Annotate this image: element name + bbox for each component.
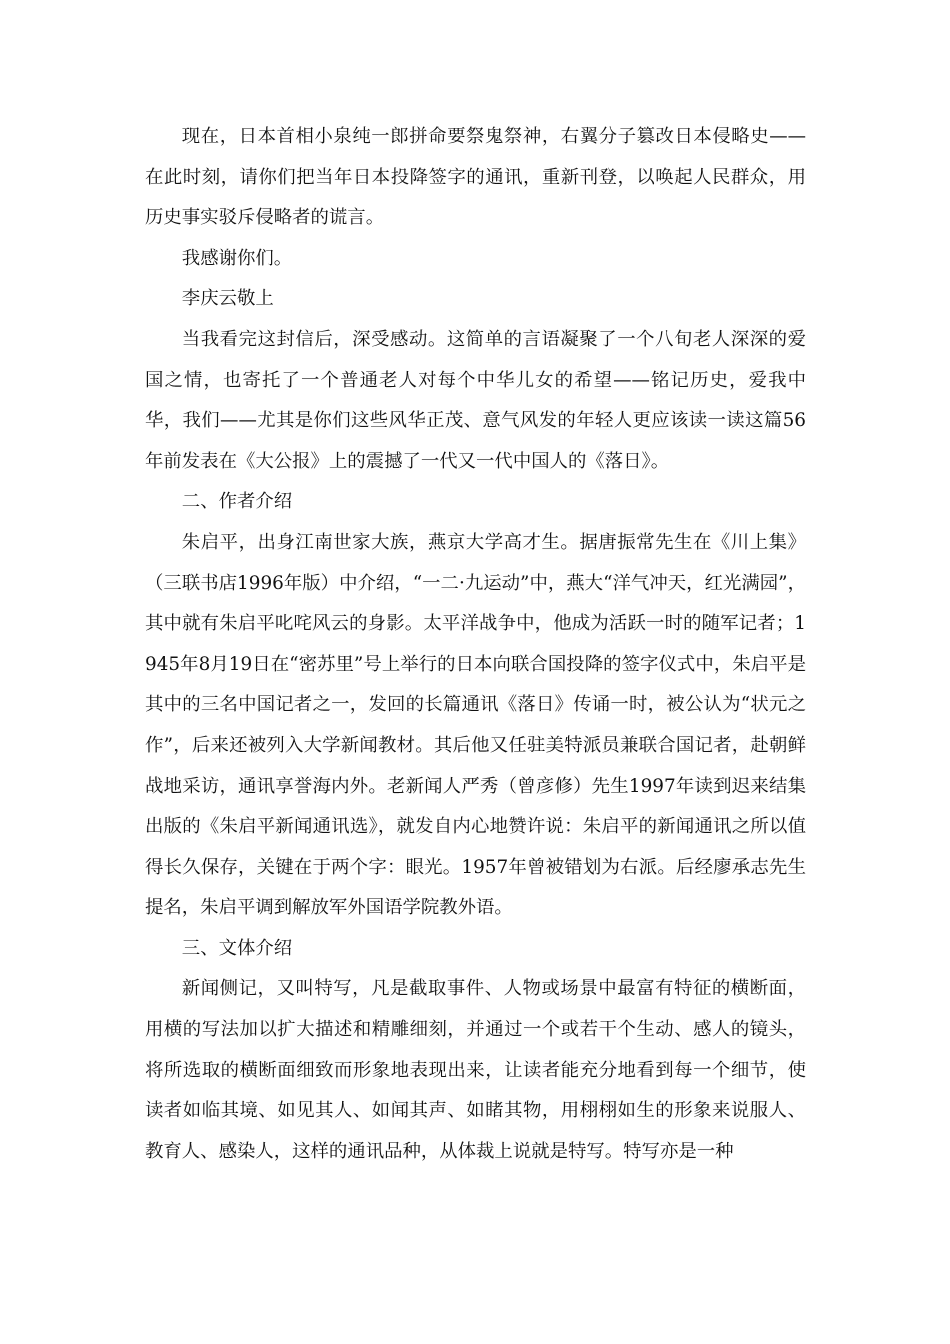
paragraph-author-intro: 朱启平，出身江南世家大族，燕京大学高才生。据唐振常先生在《川上集》（三联书店1996年版）中介绍，“一二·九运动”中，燕大“洋气冲天，红光满园”，其中就有朱启平叱咤风云的身影。太平洋战争中，他成为活跃一时的随军记者；1945年8月19日在“密苏里”号上举行的日本向联合国投降的签字仪式中，朱启平是其中的三名中国记者之一，发回的长篇通讯《落日》传诵一时，被公认为“状元之作”，后来还被列入大学新闻教材。其后他又任驻美特派员兼联合国记者，赴朝鲜战地采访，通讯享誉海内外。老新闻人严秀（曾彦修）先生1997年读到迟来结集出版的《朱启平新闻通讯选》，就发自内心地赞许说：朱启平的新闻通讯之所以值得长久保存，关键在于两个字：眼光。1957年曾被错划为右派。后经廖承志先生提名，朱启平调到解放军外国语学院教外语。 [145,531,806,919]
paragraph-signature: 李庆云敬上 [181,288,274,310]
paragraph-genre-intro: 新闻侧记，又叫特写，凡是截取事件、人物或场景中最富有特征的横断面，用横的写法加以扩大描述和精雕细刻，并通过一个或若干个生动、感人的镜头，将所选取的横断面细致而形象地表现出来，让读者能充分地看到每一个细节，使读者如临其境、如见其人、如闻其声、如睹其物，用栩栩如生的形象来说服人、教育人、感染人，这样的通讯品种，从体裁上说就是特写。特写亦是一种 [145,978,806,1162]
document-body [145,117,806,1172]
section-heading-genre: 三、文体介绍 [181,937,293,959]
paragraph-reflection: 当我看完这封信后，深受感动。这简单的言语凝聚了一个八旬老人深深的爱国之情，也寄托了一个普通老人对每个中华儿女的希望——铭记历史，爱我中华，我们——尤其是你们这些风华正茂、意气风发的年轻人更应该读一读这篇56年前发表在《大公报》上的震撼了一代又一代中国人的《落日》。 [145,328,806,472]
paragraph-letter-request: 现在，日本首相小泉纯一郎拼命要祭鬼祭神，右翼分子篡改日本侵略史——在此时刻，请你们把当年日本投降签字的通讯，重新刊登，以唤起人民群众，用历史事实驳斥侵略者的谎言。 [145,126,806,229]
section-heading-author: 二、作者介绍 [181,491,293,513]
paragraph-thanks: 我感谢你们。 [181,247,293,269]
